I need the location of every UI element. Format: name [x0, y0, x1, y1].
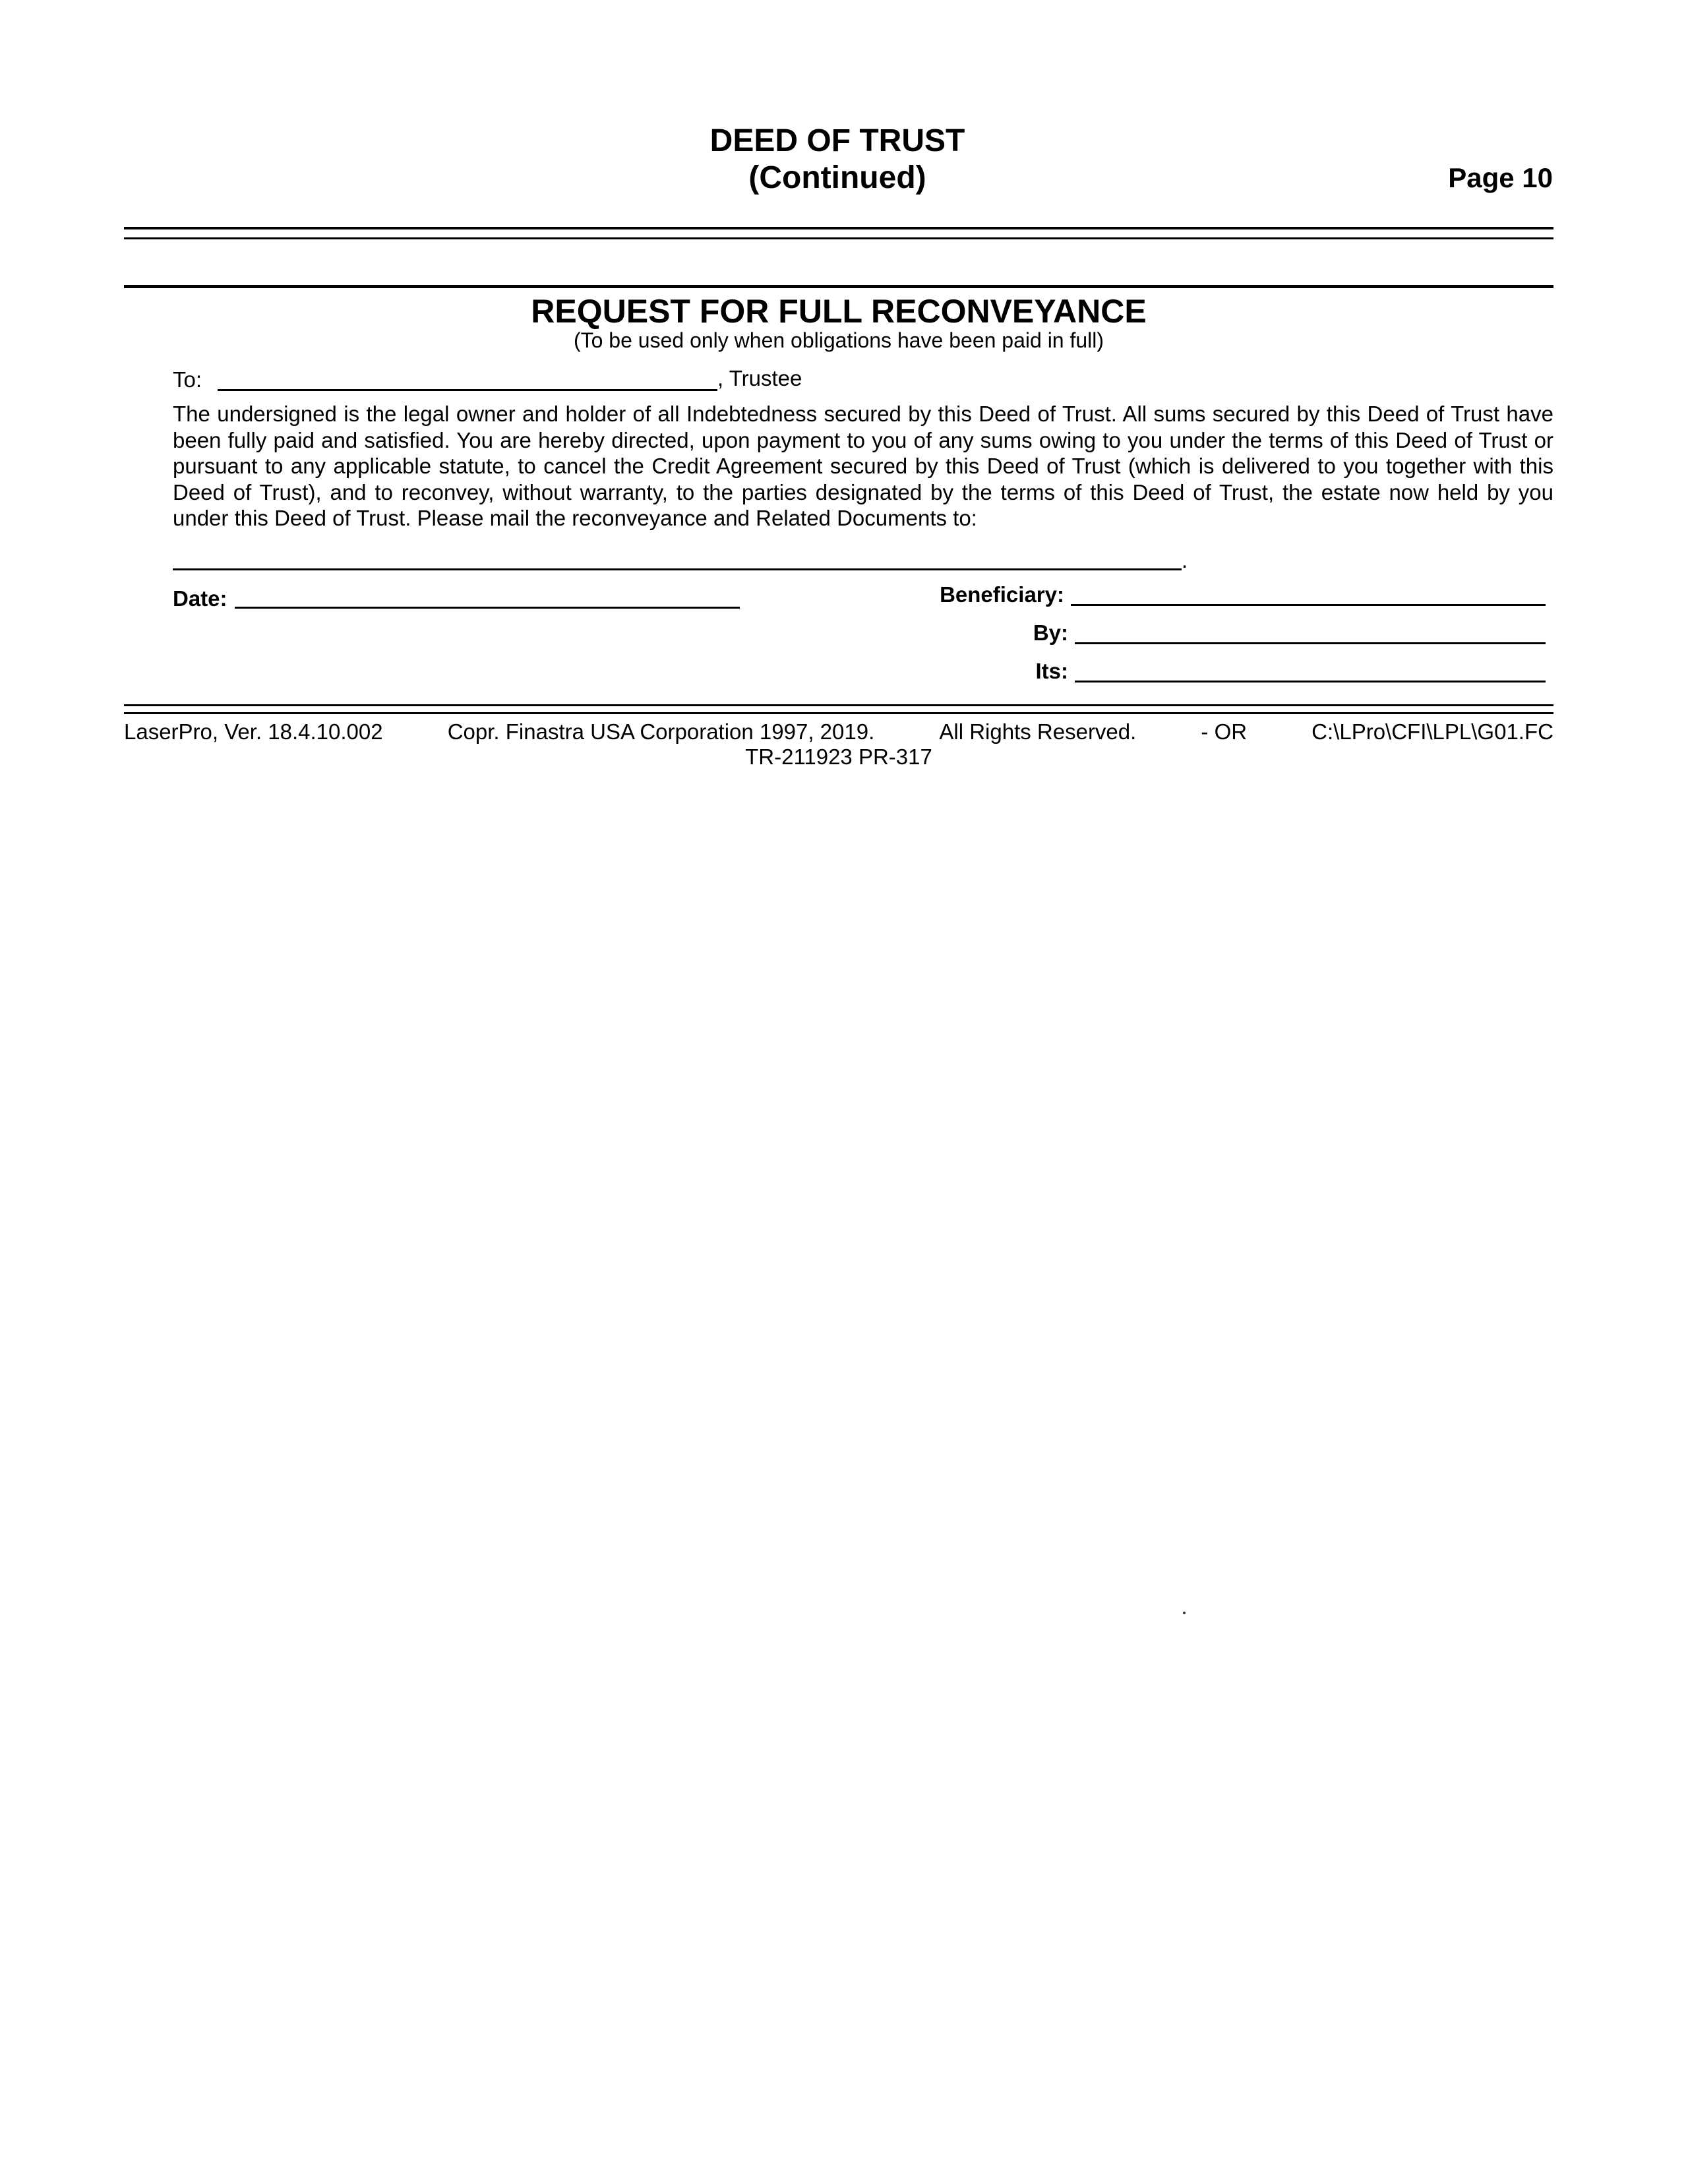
footer-rule-top [124, 704, 1553, 706]
date-label: Date: [173, 586, 227, 611]
reconveyance-body: The undersigned is the legal owner and holder of all Indebtedness secured by this Deed of Trust. All sums secured by this Deed of Trust have been fully paid and satisfied. You are hereby directed, upon payment to you of any sums owing to you under the terms of this Deed of Trust or pursuant to any applicable statute, to cancel the Credit Agreement secured by this Deed of Trust (which is delivered to you together with this Deed of Trust), and to reconvey, without warranty, to the parties designated by the terms of this Deed of Trust, the estate now held by you under this Deed of Trust. Please mail the reconveyance and Related Documents to: [173, 402, 1553, 530]
trustee-name-line[interactable] [218, 389, 717, 391]
beneficiary-label: Beneficiary: [940, 582, 1064, 607]
date-line[interactable] [235, 607, 740, 609]
section-title: REQUEST FOR FULL RECONVEYANCE [531, 293, 1147, 330]
footer-codes: TR-211923 PR-317 [745, 744, 932, 769]
to-label: To: [173, 367, 202, 392]
footer-software: LaserPro, Ver. 18.4.10.002 [124, 719, 383, 744]
header-rule-bottom [124, 237, 1553, 239]
footer-rule-bottom [124, 712, 1553, 714]
mailing-address-line[interactable] [173, 568, 1182, 570]
section-rule [124, 285, 1553, 288]
footer-path: C:\LPro\CFI\LPL\G01.FC [1311, 719, 1553, 744]
its-line[interactable] [1075, 681, 1546, 682]
scan-speck [1183, 1612, 1186, 1614]
its-label: Its: [1035, 659, 1068, 683]
mailing-line-period: . [1182, 548, 1188, 572]
header-rule-top [124, 227, 1553, 229]
trustee-label: , Trustee [717, 366, 802, 390]
beneficiary-line[interactable] [1071, 604, 1546, 606]
footer-copyright: Copr. Finastra USA Corporation 1997, 2019. [447, 719, 875, 744]
by-label: By: [1033, 621, 1068, 645]
document-subtitle: (Continued) [748, 160, 926, 195]
by-line[interactable] [1075, 642, 1546, 644]
footer-rights: All Rights Reserved. [939, 719, 1137, 744]
page-number: Page 10 [1448, 162, 1553, 193]
section-note: (To be used only when obligations have been paid in full) [573, 328, 1104, 352]
document-title: DEED OF TRUST [709, 123, 965, 158]
footer [124, 719, 1553, 745]
footer-state: - OR [1201, 719, 1248, 744]
